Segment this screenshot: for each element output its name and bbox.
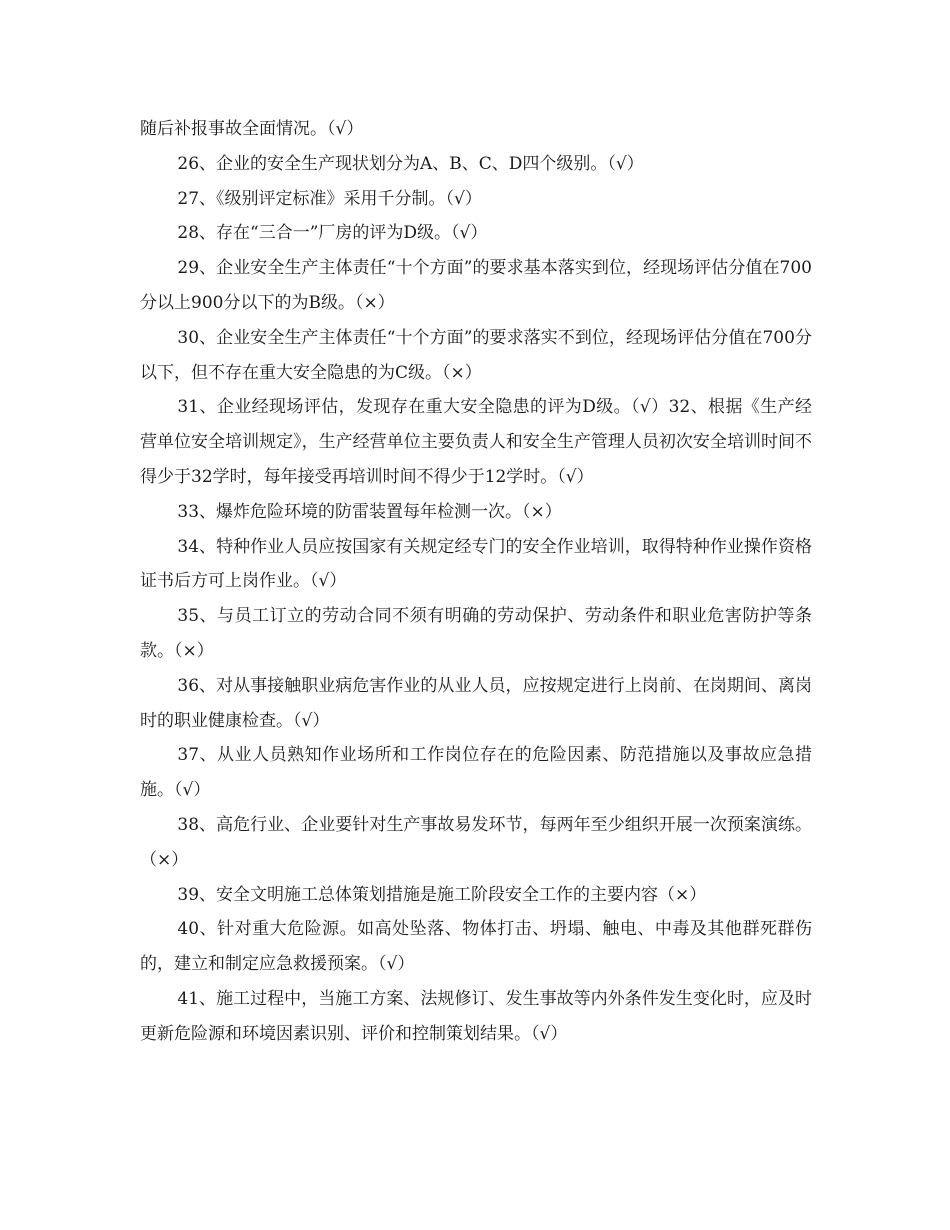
question-39: 39、安全文明施工总体策划措施是施工阶段安全工作的主要内容（×） [177, 884, 707, 905]
question-31-32: 31、企业经现场评估，发现存在重大安全隐患的评为D级。（√）32、根据《生产经营单位安全培训规定》，生产经营单位主要负责人和安全生产管理人员初次安全培训时间不得少于32学时，每年接受再培训时间不得少于12学时。（√） [140, 397, 812, 487]
paragraph-continuation: 随后补报事故全面情况。（√） [140, 119, 364, 139]
question-26: 26、企业的安全生产现状划分为A、B、C、D四个级别。（√） [177, 153, 644, 174]
question-41: 41、施工过程中，当施工方案、法规修订、发生事故等内外条件发生变化时，应及时更新危险源和环境因素识别、评价和控制策划结果。（√） [140, 988, 812, 1044]
question-34: 34、特种作业人员应按国家有关规定经专门的安全作业培训，取得特种作业操作资格证书后方可上岗作业。（√） [140, 536, 812, 592]
question-28: 28、存在“三合一”厂房的评为D级。（√） [177, 223, 488, 244]
question-37: 37、从业人员熟知作业场所和工作岗位存在的危险因素、防范措施以及事故应急措施。（√） [140, 745, 812, 801]
question-27: 27、《级别评定标准》采用千分制。（√） [177, 188, 482, 209]
document-page [140, 112, 812, 1052]
question-40: 40、针对重大危险源。如高处坠落、物体打击、坍塌、触电、中毒及其他群死群伤的，建立和制定应急救援预案。（√） [140, 919, 812, 975]
question-36: 36、对从事接触职业病危害作业的从业人员，应按规定进行上岗前、在岗期间、离岗时的职业健康检查。（√） [140, 675, 812, 731]
question-38: 38、高危行业、企业要针对生产事故易发环节，每两年至少组织开展一次预案演练。（×） [140, 814, 812, 870]
question-33: 33、爆炸危险环境的防雷装置每年检测一次。（×） [177, 501, 562, 522]
question-35: 35、与员工订立的劳动合同不须有明确的劳动保护、劳动条件和职业危害防护等条款。（×） [140, 606, 812, 661]
question-30: 30、企业安全生产主体责任“十个方面”的要求落实不到位，经现场评估分值在700分以下，但不存在重大安全隐患的为C级。（×） [140, 327, 812, 383]
question-29: 29、企业安全生产主体责任“十个方面”的要求基本落实到位，经现场评估分值在700分以上900分以下的为B级。（×） [140, 258, 812, 313]
